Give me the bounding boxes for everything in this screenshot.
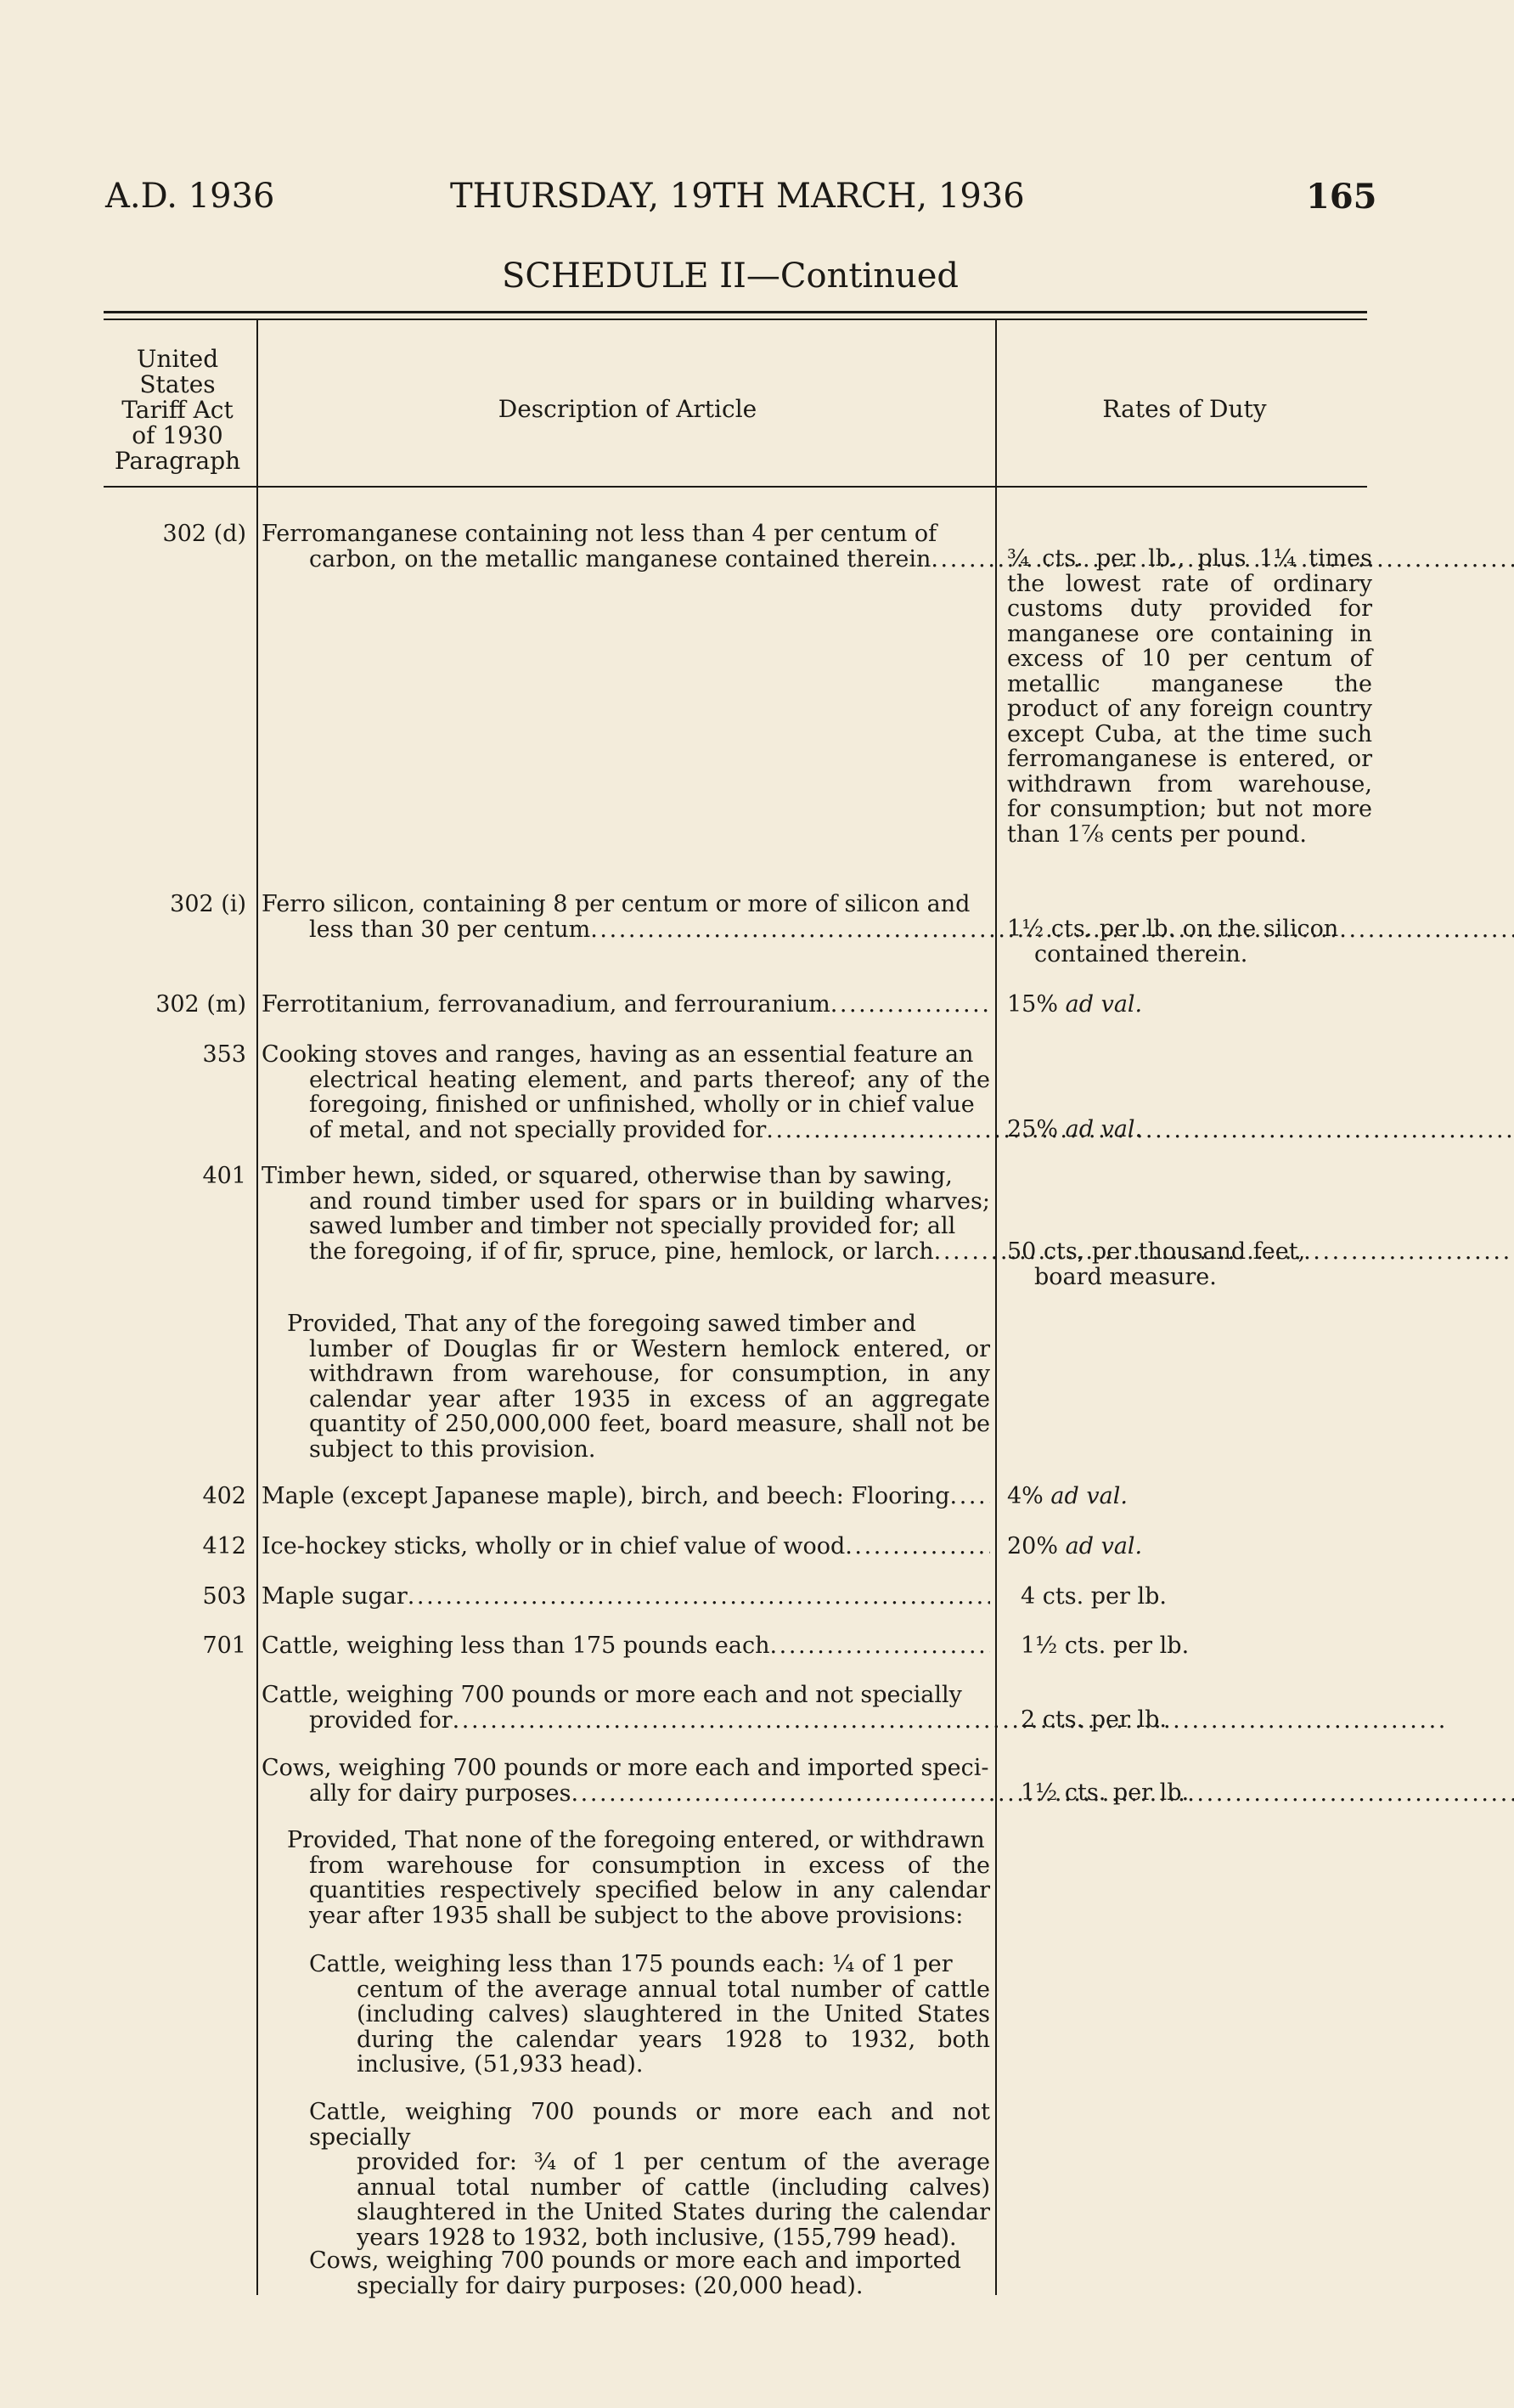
paragraph-header-line: States bbox=[139, 370, 216, 398]
proviso-text: from warehouse for consumption in excess of the quantities respectively specified below in any calendar year after 1935 shall be subject to the above provisions: bbox=[309, 1852, 990, 1929]
paragraph-number: 302 (m) bbox=[155, 991, 246, 1018]
description-text: of metal, and not specially provided for bbox=[309, 1116, 767, 1143]
leader-dots bbox=[845, 1534, 990, 1559]
duty-rate bbox=[1007, 1707, 1386, 1733]
description-text: Cattle, weighing less than 175 pounds each bbox=[262, 1633, 770, 1659]
proviso-paragraph bbox=[287, 1311, 990, 1462]
ad-valorem-abbrev: ad val. bbox=[1065, 1533, 1143, 1559]
description-leader-line bbox=[262, 1633, 990, 1659]
quota-text: Cattle, weighing 700 pounds or more each and not specially bbox=[309, 2099, 990, 2151]
article-description bbox=[262, 992, 990, 1018]
column-header-bottom-rule bbox=[104, 486, 1367, 488]
rate-text: 1½ cts. per lb. bbox=[1021, 1779, 1190, 1806]
column-divider-1 bbox=[256, 320, 258, 2295]
schedule-title: SCHEDULE II—Continued bbox=[501, 257, 960, 296]
rate-text: 4 cts. per lb. bbox=[1021, 1583, 1168, 1610]
article-description bbox=[262, 522, 990, 572]
article-description bbox=[262, 1683, 990, 1733]
description-text: carbon, on the metallic manganese contained therein bbox=[309, 545, 931, 572]
article-description bbox=[262, 1756, 990, 1806]
paragraph-number: 402 bbox=[202, 1483, 246, 1509]
quota-item bbox=[309, 1952, 990, 2078]
description-text: electrical heating element, and parts thereof; any of the foregoing, finished or unfinished, wholly or in chief value bbox=[309, 1066, 990, 1118]
description-text: Cattle, weighing 700 pounds or more each and not specially bbox=[262, 1682, 962, 1708]
rate-text: 25% ad val. bbox=[1007, 1116, 1143, 1142]
description-leader-line bbox=[262, 1781, 990, 1807]
paragraph-header-line: Tariff Act bbox=[121, 396, 234, 424]
paragraph-header-line: of 1930 bbox=[132, 421, 223, 449]
page-number: 165 bbox=[1306, 177, 1377, 217]
leader-dots bbox=[830, 992, 990, 1018]
description-text: less than 30 per centum bbox=[309, 916, 591, 943]
duty-rate bbox=[1007, 546, 1372, 847]
rate-text: 50 cts, per thousand feet, bbox=[1007, 1238, 1306, 1265]
description-text: Ferro silicon, containing 8 per centum or more of silicon and bbox=[262, 891, 971, 917]
paragraph-number: 503 bbox=[202, 1583, 246, 1610]
ad-valorem-abbrev: ad val. bbox=[1065, 1116, 1143, 1142]
description-text: Timber hewn, sided, or squared, otherwise than by sawing, bbox=[262, 1163, 953, 1189]
rate-text: 2 cts. per lb. bbox=[1021, 1706, 1168, 1733]
duty-rate bbox=[1007, 1239, 1372, 1289]
rate-text: 1½ cts. per lb. bbox=[1021, 1633, 1190, 1659]
description-leader-line bbox=[262, 547, 990, 572]
description-text: and round timber used for spars or in building wharves; sawed lumber and timber not specially provided for; all bbox=[309, 1187, 990, 1239]
description-leader-line bbox=[262, 1584, 990, 1610]
leader-dots bbox=[408, 1584, 990, 1610]
description-leader-line bbox=[262, 1534, 990, 1559]
rates-column-header: Rates of Duty bbox=[1102, 395, 1267, 423]
description-text: Ferromanganese containing not less than 4 per centum of bbox=[262, 521, 937, 547]
description-text: Cooking stoves and ranges, having as an essential feature an bbox=[262, 1041, 974, 1068]
quota-text: provided for: ¾ of 1 per centum of the average annual total number of cattle (including calves) slaughtered in the United States during the calendar years 1928 to 1932, both inclusive, (155,799 head). bbox=[357, 2149, 990, 2251]
table-top-rule-2 bbox=[104, 319, 1367, 320]
ad-valorem-abbrev: ad val. bbox=[1050, 1483, 1128, 1509]
description-text: Ferrotitanium, ferrovanadium, and ferrouranium bbox=[262, 991, 830, 1018]
paragraph-number: 401 bbox=[202, 1163, 246, 1189]
rate-text: 20% ad val. bbox=[1007, 1533, 1143, 1559]
date-header: THURSDAY, 19TH MARCH, 1936 bbox=[450, 177, 1025, 216]
ad-valorem-abbrev: ad val. bbox=[1065, 991, 1143, 1018]
quota-text: Cattle, weighing less than 175 pounds each: ¼ of 1 per bbox=[309, 1951, 953, 1977]
description-text: ally for dairy purposes bbox=[309, 1779, 571, 1807]
duty-rate bbox=[1007, 1117, 1372, 1142]
description-leader-line bbox=[262, 1484, 990, 1509]
paragraph-header-line: United bbox=[136, 345, 219, 373]
rate-text: contained therein. bbox=[1034, 940, 1248, 967]
article-description bbox=[262, 1633, 990, 1659]
paragraph-number: 701 bbox=[202, 1633, 246, 1659]
quota-text: Cows, weighing 700 pounds or more each and imported bbox=[309, 2247, 961, 2274]
quota-item bbox=[309, 2100, 990, 2250]
rate-text: ¾ cts. per lb., plus 1¼ times the lowest rate of ordinary customs duty provided for manganese ore containing in excess of 10 per centum of metallic manganese the product of any foreign country except Cuba, at the time such ferromanganese is entered, or withdrawn from warehouse, for consumption; but not more than 1⅞ cents per pound. bbox=[1007, 545, 1372, 848]
duty-rate bbox=[1007, 1584, 1386, 1610]
duty-rate bbox=[1007, 992, 1372, 1018]
paragraph-number: 302 (d) bbox=[162, 521, 246, 547]
table-top-rule-1 bbox=[104, 311, 1367, 313]
description-text: Ice-hockey sticks, wholly or in chief value of wood bbox=[262, 1533, 846, 1559]
description-leader-line bbox=[262, 1708, 990, 1734]
paragraph-column-header bbox=[105, 347, 250, 474]
duty-rate bbox=[1007, 1780, 1386, 1806]
paragraph-header-line: Paragraph bbox=[114, 447, 241, 475]
quota-text: specially for dairy purposes: (20,000 head). bbox=[357, 2272, 864, 2299]
duty-rate bbox=[1007, 1633, 1386, 1659]
leader-dots bbox=[769, 1633, 990, 1659]
description-leader-line bbox=[262, 1239, 990, 1265]
paragraph-number: 412 bbox=[202, 1533, 246, 1559]
article-description bbox=[262, 1042, 990, 1142]
article-description bbox=[262, 892, 990, 942]
article-description bbox=[262, 1534, 990, 1559]
description-text: Cows, weighing 700 pounds or more each and imported speci- bbox=[262, 1755, 989, 1781]
proviso-text: Provided, That any of the foregoing sawed timber and bbox=[287, 1311, 916, 1337]
year-header: A.D. 1936 bbox=[105, 177, 275, 216]
quota-item bbox=[309, 2248, 990, 2298]
rate-text: 4% ad val. bbox=[1007, 1483, 1128, 1509]
description-leader-line bbox=[262, 1118, 990, 1143]
proviso-text: lumber of Douglas fir or Western hemlock entered, or withdrawn from warehouse, for consumption, in any calendar year after 1935 in excess of an aggregate quantity of 250,000,000 feet, board measure, shall not be subject to this provision. bbox=[309, 1335, 990, 1463]
rate-text: board measure. bbox=[1034, 1263, 1217, 1290]
article-description bbox=[262, 1164, 990, 1264]
proviso-text: Provided, That none of the foregoing entered, or withdrawn bbox=[287, 1827, 985, 1853]
paragraph-number: 353 bbox=[202, 1041, 246, 1068]
description-leader-line bbox=[262, 992, 990, 1018]
description-text: provided for bbox=[309, 1706, 453, 1734]
quota-text: centum of the average annual total number of cattle (including calves) slaughtered in the United States during the calendar years 1928 to 1932, both inclusive, (51,933 head). bbox=[357, 1976, 990, 2078]
description-text: Maple (except Japanese maple), birch, and beech: Flooring bbox=[262, 1483, 950, 1509]
column-divider-2 bbox=[995, 320, 997, 2295]
duty-rate bbox=[1007, 1534, 1372, 1559]
description-text: Maple sugar bbox=[262, 1583, 408, 1610]
duty-rate bbox=[1007, 1484, 1372, 1509]
description-leader-line bbox=[262, 917, 990, 943]
duty-rate bbox=[1007, 916, 1372, 967]
rate-text: 15% ad val. bbox=[1007, 991, 1143, 1018]
rate-text: 1½ cts. per lb. on the silicon bbox=[1007, 916, 1339, 942]
description-text: the foregoing, if of fir, spruce, pine, hemlock, or larch bbox=[309, 1238, 934, 1265]
description-column-header: Description of Article bbox=[498, 395, 757, 423]
leader-dots bbox=[950, 1484, 990, 1509]
proviso-paragraph bbox=[287, 1828, 990, 1928]
paragraph-number: 302 (i) bbox=[170, 891, 246, 917]
article-description bbox=[262, 1484, 990, 1509]
article-description bbox=[262, 1584, 990, 1610]
